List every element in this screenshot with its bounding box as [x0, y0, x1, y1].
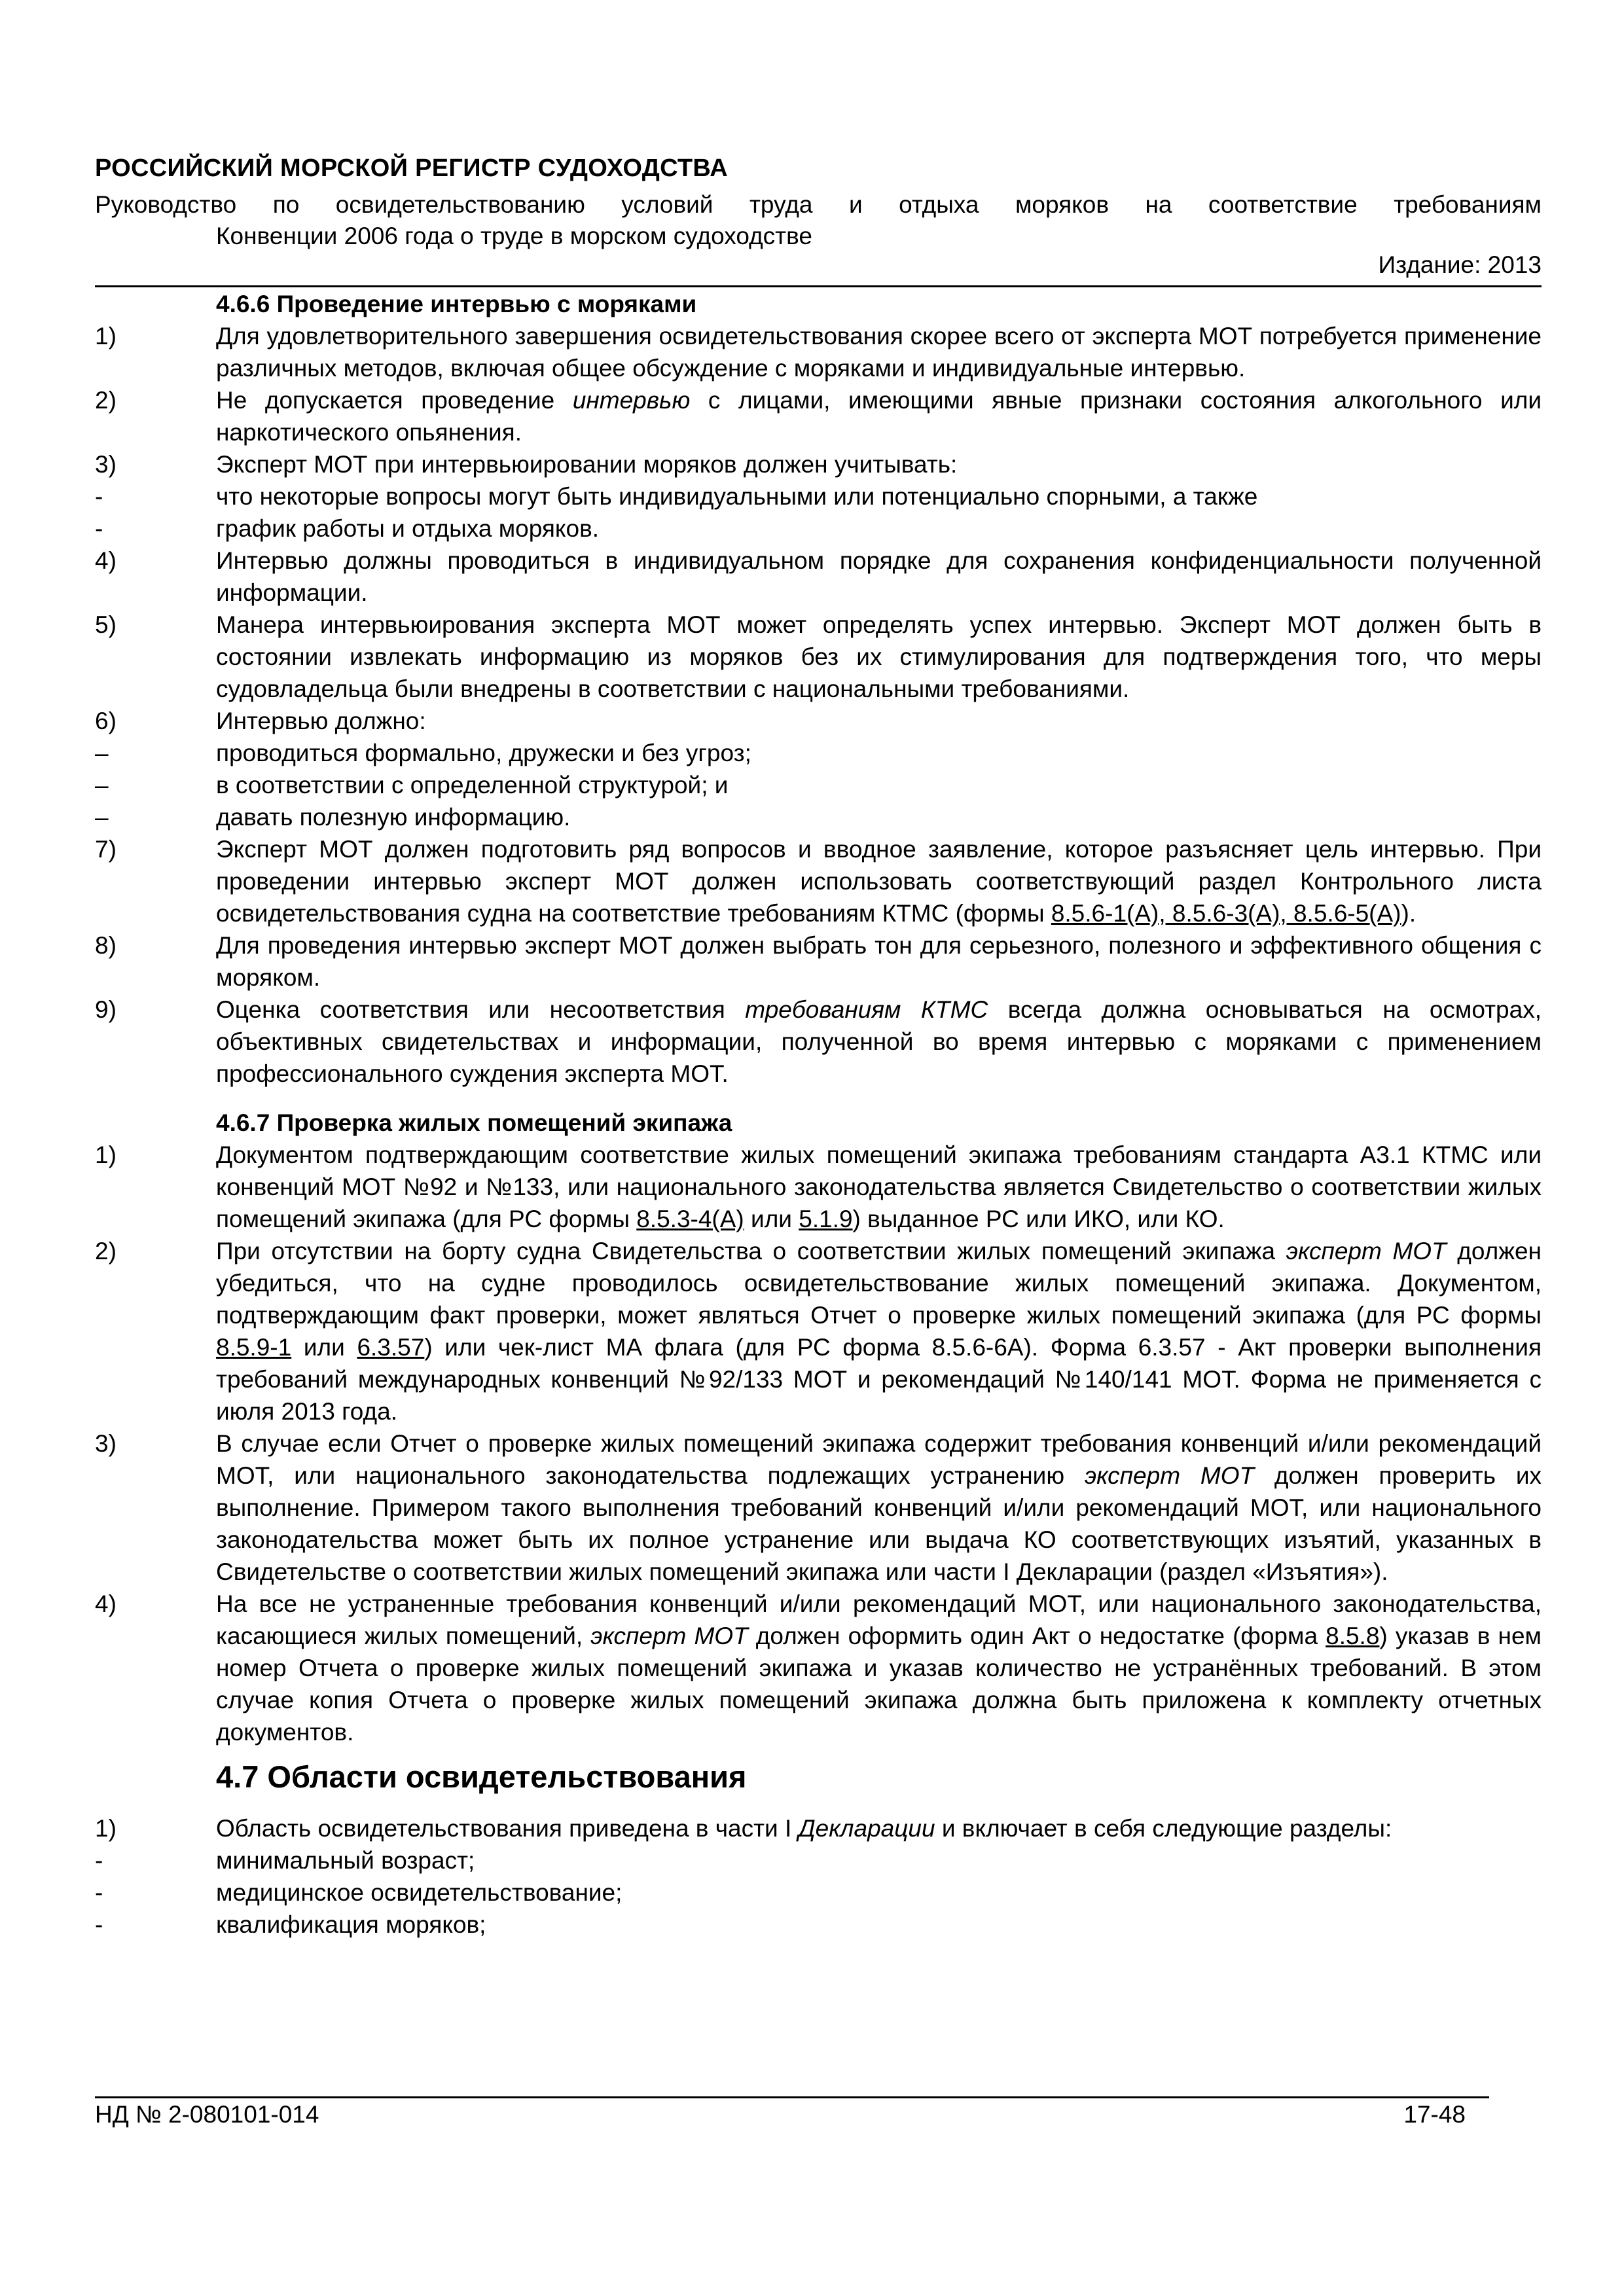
- form-link[interactable]: 8.5.6-1(A), 8.5.6-3(A), 8.5.6-5(A): [1051, 900, 1401, 927]
- dash-item: [95, 1909, 1542, 1941]
- document-title-line1: Руководство по освидетельствованию условий труда и отдыха моряков на соответствие требованиям: [95, 191, 1542, 218]
- section-heading-4-7: 4.7 Области освидетельствования: [216, 1759, 747, 1794]
- text-run: При отсутствии на борту судна Свидетельства о соответствии жилых помещений экипажа: [216, 1238, 1286, 1265]
- list-item: [95, 1427, 1542, 1588]
- list-item: [95, 609, 1542, 705]
- italic-term: эксперт МОТ: [1084, 1462, 1255, 1489]
- section-heading-4-6-7: 4.6.7 Проверка жилых помещений экипажа: [216, 1109, 732, 1136]
- text-run: Не допускается проведение: [216, 387, 573, 414]
- italic-term: требованиям КТМС: [745, 996, 988, 1023]
- item-text: проводиться формально, дружески и без угроз;: [216, 740, 751, 766]
- dash-item: [95, 737, 1542, 769]
- item-text: давать полезную информацию.: [216, 804, 571, 831]
- document-number: НД № 2-080101-014: [95, 2101, 319, 2128]
- list-item: [95, 833, 1542, 929]
- item-number: 1): [95, 1141, 117, 1168]
- text-run: должен проверить их выполнение. Примером такого выполнения требований конвенций и/или рекомендаций МОТ, или национального законодательства может быть их полное устранение или выдача КО соответствующих изъятий, указанных в Свидетельстве о соответствии жилых помещений экипажа или части I Декларации (раздел «Изъятия»).: [216, 1462, 1542, 1585]
- text-run: должен оформить один Акт о недостатке (форма: [748, 1623, 1326, 1649]
- text-run: ) или чек-лист МА флага (для РС форма 8.5.6-6А). Форма 6.3.57 - Акт проверки выполнения требований международных конвенций №92/133 МОТ и рекомендаций №140/141 МОТ. Форма не применяется с июля 2013 года.: [216, 1334, 1542, 1425]
- form-link[interactable]: 8.5.3-4(A): [636, 1206, 744, 1232]
- list-item: [95, 1235, 1542, 1427]
- italic-term: эксперт МОТ: [1286, 1238, 1447, 1265]
- text-run: Эксперт МОТ должен подготовить ряд вопросов и вводное заявление, которое разъясняет цель интервью. При проведении интервью эксперт МОТ должен использовать соответствующий раздел Контрольного листа освидетельствования судна на соответствие требованиям КТМС (формы: [216, 836, 1542, 927]
- edition-label: Издание: 2013: [1378, 251, 1542, 278]
- item-text: [216, 1812, 1542, 1844]
- section-heading-4-6-6: 4.6.6 Проведение интервью с моряками: [216, 291, 697, 317]
- form-link[interactable]: 8.5.9-1: [216, 1334, 292, 1361]
- text-run: Документом подтверждающим соответствие жилых помещений экипажа требованиям стандарта A3.1 КТМС или конвенций МОТ №92 и №133, или национального законодательства является Свидетельство о соответствии жилых помещений экипажа (для РС формы: [216, 1141, 1542, 1232]
- list-item: [95, 1139, 1542, 1235]
- dash-marker: –: [95, 740, 109, 766]
- form-link[interactable]: 5.1.9: [799, 1206, 853, 1232]
- item-number: 1): [95, 1815, 117, 1842]
- item-text: [216, 1427, 1542, 1588]
- item-text: [216, 1139, 1542, 1235]
- item-text: график работы и отдыха моряков.: [216, 515, 600, 542]
- text-run: Область освидетельствования приведена в части I: [216, 1815, 799, 1842]
- item-text: Интервью должно:: [216, 708, 426, 734]
- item-number: 6): [95, 708, 117, 734]
- page-number: 17-48: [1403, 2101, 1466, 2128]
- item-number: 5): [95, 611, 117, 638]
- item-text: минимальный возраст;: [216, 1847, 475, 1874]
- list-item: [95, 929, 1542, 994]
- dash-marker: –: [95, 804, 109, 831]
- form-link[interactable]: 8.5.8: [1326, 1623, 1380, 1649]
- item-text: квалификация моряков;: [216, 1911, 486, 1938]
- text-run: должен убедиться, что на судне проводилось освидетельствование жилых помещений экипажа. Документом, подтверждающим факт проверки, может являться Отчет о проверке жилых помещений экипажа (для РС формы: [216, 1238, 1542, 1329]
- italic-term: Декларации: [798, 1815, 935, 1842]
- item-text: в соответствии с определенной структурой; и: [216, 772, 729, 798]
- dash-marker: –: [95, 772, 109, 798]
- list-item: [95, 545, 1542, 609]
- text-run: и включает в себя следующие разделы:: [935, 1815, 1392, 1842]
- text-run: ) выданное РС или ИКО, или КО.: [852, 1206, 1225, 1232]
- item-text: Эксперт МОТ при интервьюировании моряков должен учитывать:: [216, 451, 958, 478]
- dash-item: [95, 801, 1542, 833]
- list-item: [95, 1588, 1542, 1748]
- dash-marker: -: [95, 1911, 103, 1938]
- item-text: [216, 994, 1542, 1090]
- dash-item: [95, 512, 1542, 545]
- text-run: В случае если Отчет о проверке жилых помещений экипажа содержит требования конвенций и/или рекомендаций МОТ, или национального законодательства подлежащих устранению: [216, 1430, 1542, 1489]
- list-item: [95, 1812, 1542, 1844]
- item-text: медицинское освидетельствование;: [216, 1879, 623, 1906]
- item-text: что некоторые вопросы могут быть индивидуальными или потенциально спорными, а также: [216, 483, 1258, 510]
- list-item: [95, 705, 1542, 737]
- list-item: [95, 384, 1542, 448]
- item-text: [216, 1235, 1542, 1427]
- footer-divider: [95, 2096, 1489, 2098]
- organization-name: РОССИЙСКИЙ МОРСКОЙ РЕГИСТР СУДОХОДСТВА: [95, 154, 728, 182]
- item-text: Манера интервьюирования эксперта МОТ может определять успех интервью. Эксперт МОТ должен быть в состоянии извлекать информацию из моряков без их стимулирования для подтверждения того, что меры судовладельца были внедрены в соответствии с национальными требованиями.: [216, 611, 1542, 702]
- italic-term: эксперт МОТ: [590, 1623, 748, 1649]
- item-number: 4): [95, 547, 117, 574]
- dash-marker: -: [95, 1879, 103, 1906]
- dash-item: [95, 1844, 1542, 1876]
- text-run: ).: [1401, 900, 1416, 927]
- document-title-line2: Конвенции 2006 года о труде в морском судоходстве: [216, 223, 812, 249]
- item-number: 3): [95, 1430, 117, 1457]
- text-run: с лицами, имеющими явные признаки состояния алкогольного или наркотического опьянения.: [216, 387, 1542, 446]
- item-number: 8): [95, 932, 117, 959]
- item-number: 1): [95, 323, 117, 350]
- item-number: 3): [95, 451, 117, 478]
- header-divider: [95, 285, 1542, 287]
- list-item: [95, 448, 1542, 480]
- item-text: Интервью должны проводиться в индивидуальном порядке для сохранения конфиденциальности полученной информации.: [216, 547, 1542, 606]
- text-run: или: [744, 1206, 799, 1232]
- text-run: всегда должна основываться на осмотрах, объективных свидетельствах и информации, полученной во время интервью с моряками с применением профессионального суждения эксперта МОТ.: [216, 996, 1542, 1087]
- item-number: 2): [95, 1238, 117, 1265]
- list-item: [95, 320, 1542, 384]
- item-text: Для удовлетворительного завершения освидетельствования скорее всего от эксперта МОТ потребуется применение различных методов, включая общее обсуждение с моряками и индивидуальные интервью.: [216, 323, 1542, 382]
- item-number: 7): [95, 836, 117, 863]
- dash-marker: -: [95, 483, 103, 510]
- text-run: На все не устраненные требования конвенций и/или рекомендаций МОТ, или национального законодательства, касающиеся жилых помещений,: [216, 1590, 1542, 1649]
- dash-marker: -: [95, 515, 103, 542]
- text-run: или: [291, 1334, 357, 1361]
- item-text: [216, 1588, 1542, 1748]
- italic-term: интервью: [572, 387, 691, 414]
- item-number: 9): [95, 996, 117, 1023]
- text-run: ) указав в нем номер Отчета о проверке жилых помещений экипажа и указав количество не устранённых требований. В этом случае копия Отчета о проверке жилых помещений экипажа должна быть приложена к комплекту отчетных документов.: [216, 1623, 1542, 1746]
- text-run: Оценка соответствия или несоответствия: [216, 996, 746, 1023]
- form-link[interactable]: 6.3.57: [357, 1334, 425, 1361]
- item-text: [216, 833, 1542, 929]
- dash-item: [95, 1876, 1542, 1909]
- dash-item: [95, 480, 1542, 512]
- dash-marker: -: [95, 1847, 103, 1874]
- item-text: Для проведения интервью эксперт МОТ должен выбрать тон для серьезного, полезного и эффективного общения с моряком.: [216, 932, 1542, 991]
- item-number: 4): [95, 1590, 117, 1617]
- item-number: 2): [95, 387, 117, 414]
- document-body: [95, 288, 1542, 1941]
- dash-item: [95, 769, 1542, 801]
- item-text: [216, 384, 1542, 448]
- list-item: [95, 994, 1542, 1090]
